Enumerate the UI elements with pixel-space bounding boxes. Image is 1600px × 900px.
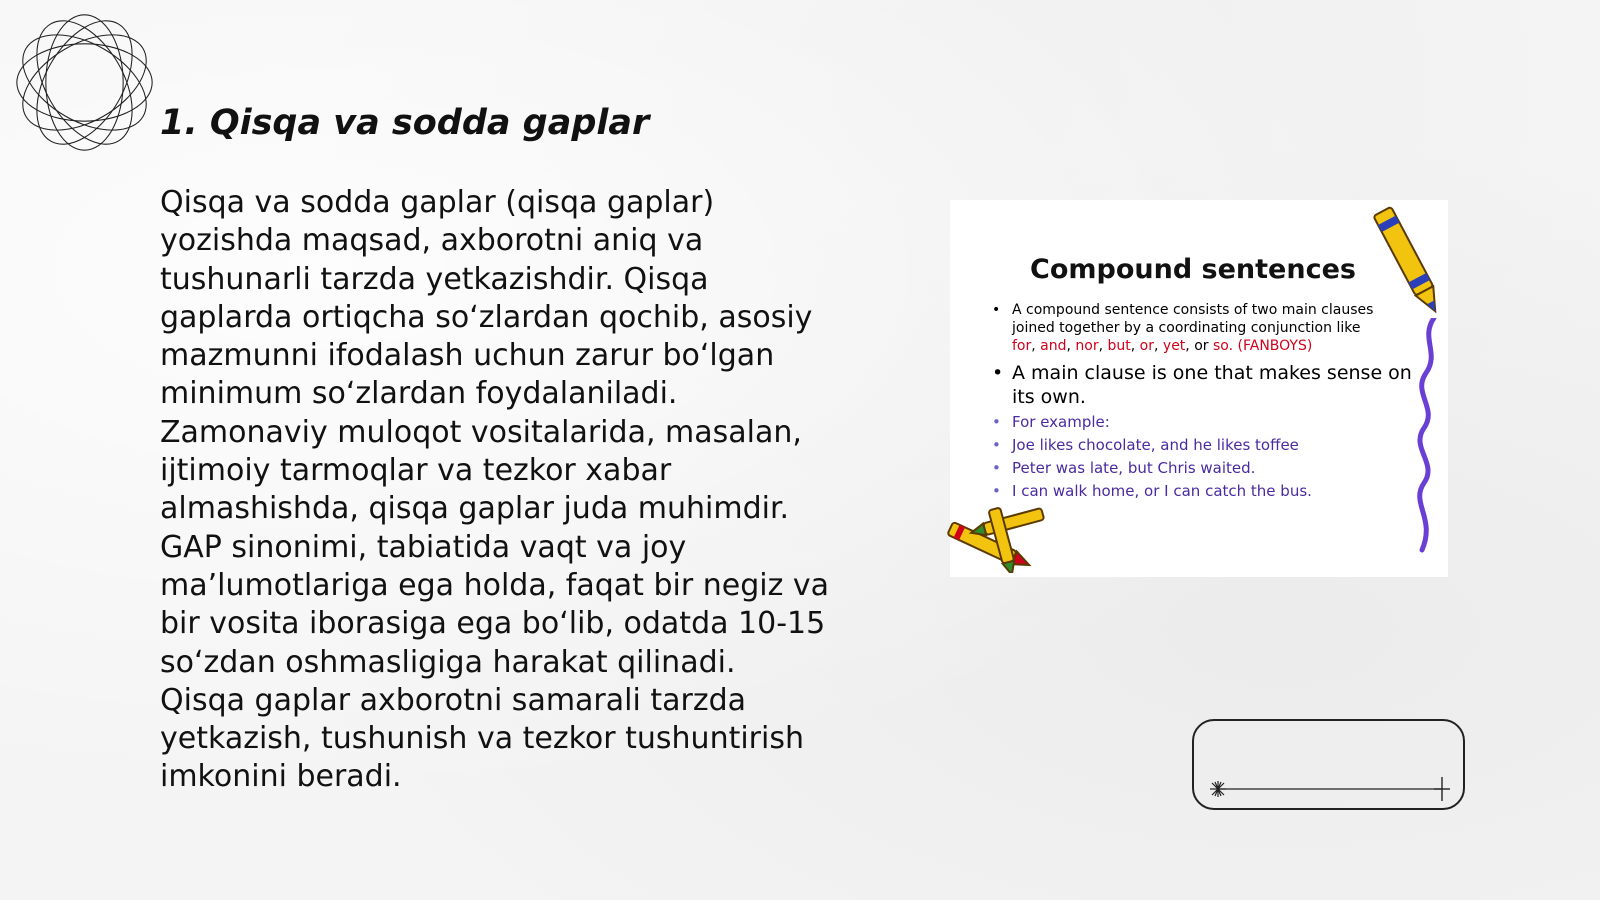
body-paragraph: Qisqa va sodda gaplar (qisqa gaplar) yozishda maqsad, axborotni aniq va tushunarli tarzda yetkazishdir. Qisqa gaplarda ortiqcha so‘zlardan qochib, asosiy mazmunni ifodalash uchun zarur bo‘lgan minimum so‘zlardan foydalaniladi. Zamonaviy muloqot vositalarida, masalan, ijtimoiy tarmoqlar va tezkor xabar almashishda, qisqa gaplar juda muhimdir. GAP sinonimi, tabiatida vaqt va joy ma’lumotlariga ega holda, faqat bir negiz va bir vosita iborasiga ega bo‘lib, odatda 10-15 so‘zdan oshmasligiga harakat qilinadi. Qisqa gaplar axborotni samarali tarzda yetkazish, tushunish va tezkor tushuntirish imkonini beradi. (160, 185, 829, 795)
picture-title: Compound sentences (1030, 254, 1356, 285)
sparkle-star-icon (1434, 777, 1450, 801)
bullet-main-clause: • A main clause is one that makes sense on its own. (992, 361, 1412, 409)
squiggle-line (1412, 318, 1442, 553)
spirograph-icon (12, 10, 157, 155)
bullet1-text: A compound sentence consists of two main clauses joined together by a coordinating conjunction like (1012, 302, 1374, 336)
bullet-example-3: • I can walk home, or I can catch the bus. (992, 481, 1412, 501)
decorative-text-box (1192, 719, 1465, 810)
crayons-icon (942, 498, 1052, 573)
conjunction-for: for (1012, 338, 1032, 354)
bullet-example-2: • Peter was late, but Chris waited. (992, 458, 1412, 478)
bullet-example-1: • Joe likes chocolate, and he likes toffee (992, 435, 1412, 455)
compound-sentences-image (950, 200, 1448, 577)
conjunction-yet: yet (1162, 338, 1186, 354)
conjunction-so: so. (1212, 338, 1234, 354)
picture-bullet-list (992, 301, 1412, 501)
sparkle-line-decoration (1206, 774, 1454, 804)
conjunction-but: but (1107, 338, 1131, 354)
slide-title: 1. Qisqa va sodda gaplar (160, 103, 650, 143)
conjunction-or-black: or (1194, 338, 1209, 354)
fanboys-label: (FANBOYS) (1237, 338, 1313, 354)
sparkle-icon (1210, 781, 1226, 797)
conjunction-nor: nor (1075, 338, 1099, 354)
bullet-compound-definition: • A compound sentence consists of two main clauses joined together by a coordinating conjunction like for, and, nor, but, or, yet, or so. (FANBOYS) (992, 301, 1412, 355)
conjunction-and: and (1040, 338, 1067, 354)
bullet-example-label: • For example: (992, 412, 1412, 432)
conjunction-or: or (1139, 338, 1154, 354)
